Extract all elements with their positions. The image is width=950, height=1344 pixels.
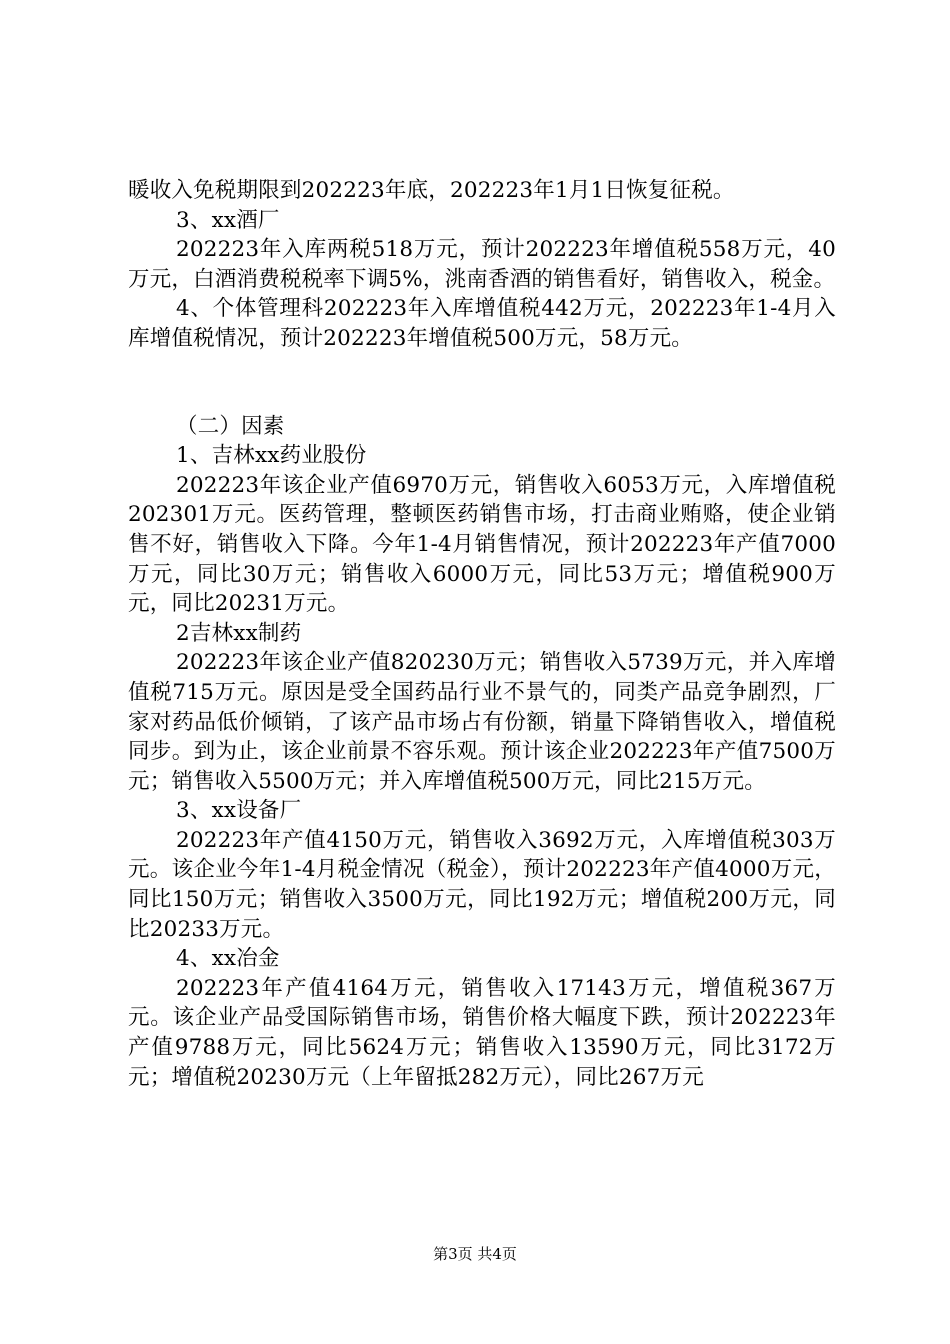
paragraph-equipment-factory: 202223年产值4150万元，销售收入3692万元，入库增值税303万元。该企业今年1-4月税金情况（税金），预计202223年产值4000万元，同比150万元；销售收入3500万元，同比192万元；增值税200万元，同比20233万元。 (128, 827, 836, 942)
heading-distillery: 3、xx酒厂 (176, 207, 280, 233)
heading-metallurgy: 4、xx冶金 (176, 946, 280, 972)
heading-pharma-shares: 1、吉林xx药业股份 (176, 443, 367, 469)
heading-equipment-factory: 3、xx设备厂 (176, 798, 302, 824)
page-number-footer: 第3页 共4页 (433, 1245, 517, 1263)
heading-pharma-factory: 2吉林xx制药 (176, 620, 302, 646)
paragraph-heating-tax: 暖收入免税期限到202223年底，202223年1月1日恢复征税。 (128, 178, 735, 203)
paragraph-pharma-factory: 202223年该企业产值820230万元；销售收入5739万元，并入库增值税715万元。原因是受全国药品行业不景气的，同类产品竞争剧烈，厂家对药品低价倾销，了该产品市场占有份额，销量下降销售收入，增值税同步。到为止，该企业前景不容乐观。预计该企业202223年产值7500万元；销售收入5500万元；并入库增值税500万元，同比215万元。 (128, 650, 836, 794)
section-heading-factors: （二）因素 (176, 413, 285, 439)
paragraph-pharma-shares: 202223年该企业产值6970万元，销售收入6053万元，入库增值税202301万元。医药管理，整顿医药销售市场，打击商业贿赂，使企业销售不好，销售收入下降。今年1-4月销售情况，预计202223年产值7000万元，同比30万元；销售收入6000万元，同比53万元；增值税900万元，同比20231万元。 (128, 472, 836, 617)
paragraph-metallurgy: 202223年产值4164万元，销售收入17143万元，增值税367万元。该企业产品受国际销售市场，销售价格大幅度下跌，预计202223年产值9788万元，同比5624万元；销售收入13590万元，同比3172万元；增值税20230万元（上年留抵282万元），同比267万元 (128, 975, 836, 1090)
paragraph-distillery: 202223年入库两税518万元，预计202223年增值税558万元，40万元，白酒消费税税率下调5%，洮南香酒的销售看好，销售收入，税金。 (128, 237, 836, 292)
section-gap (128, 354, 836, 412)
paragraph-individual-management: 4、个体管理科202223年入库增值税442万元，202223年1-4月入库增值税情况，预计202223年增值税500万元，58万元。 (128, 296, 836, 351)
document-body (128, 176, 836, 1092)
